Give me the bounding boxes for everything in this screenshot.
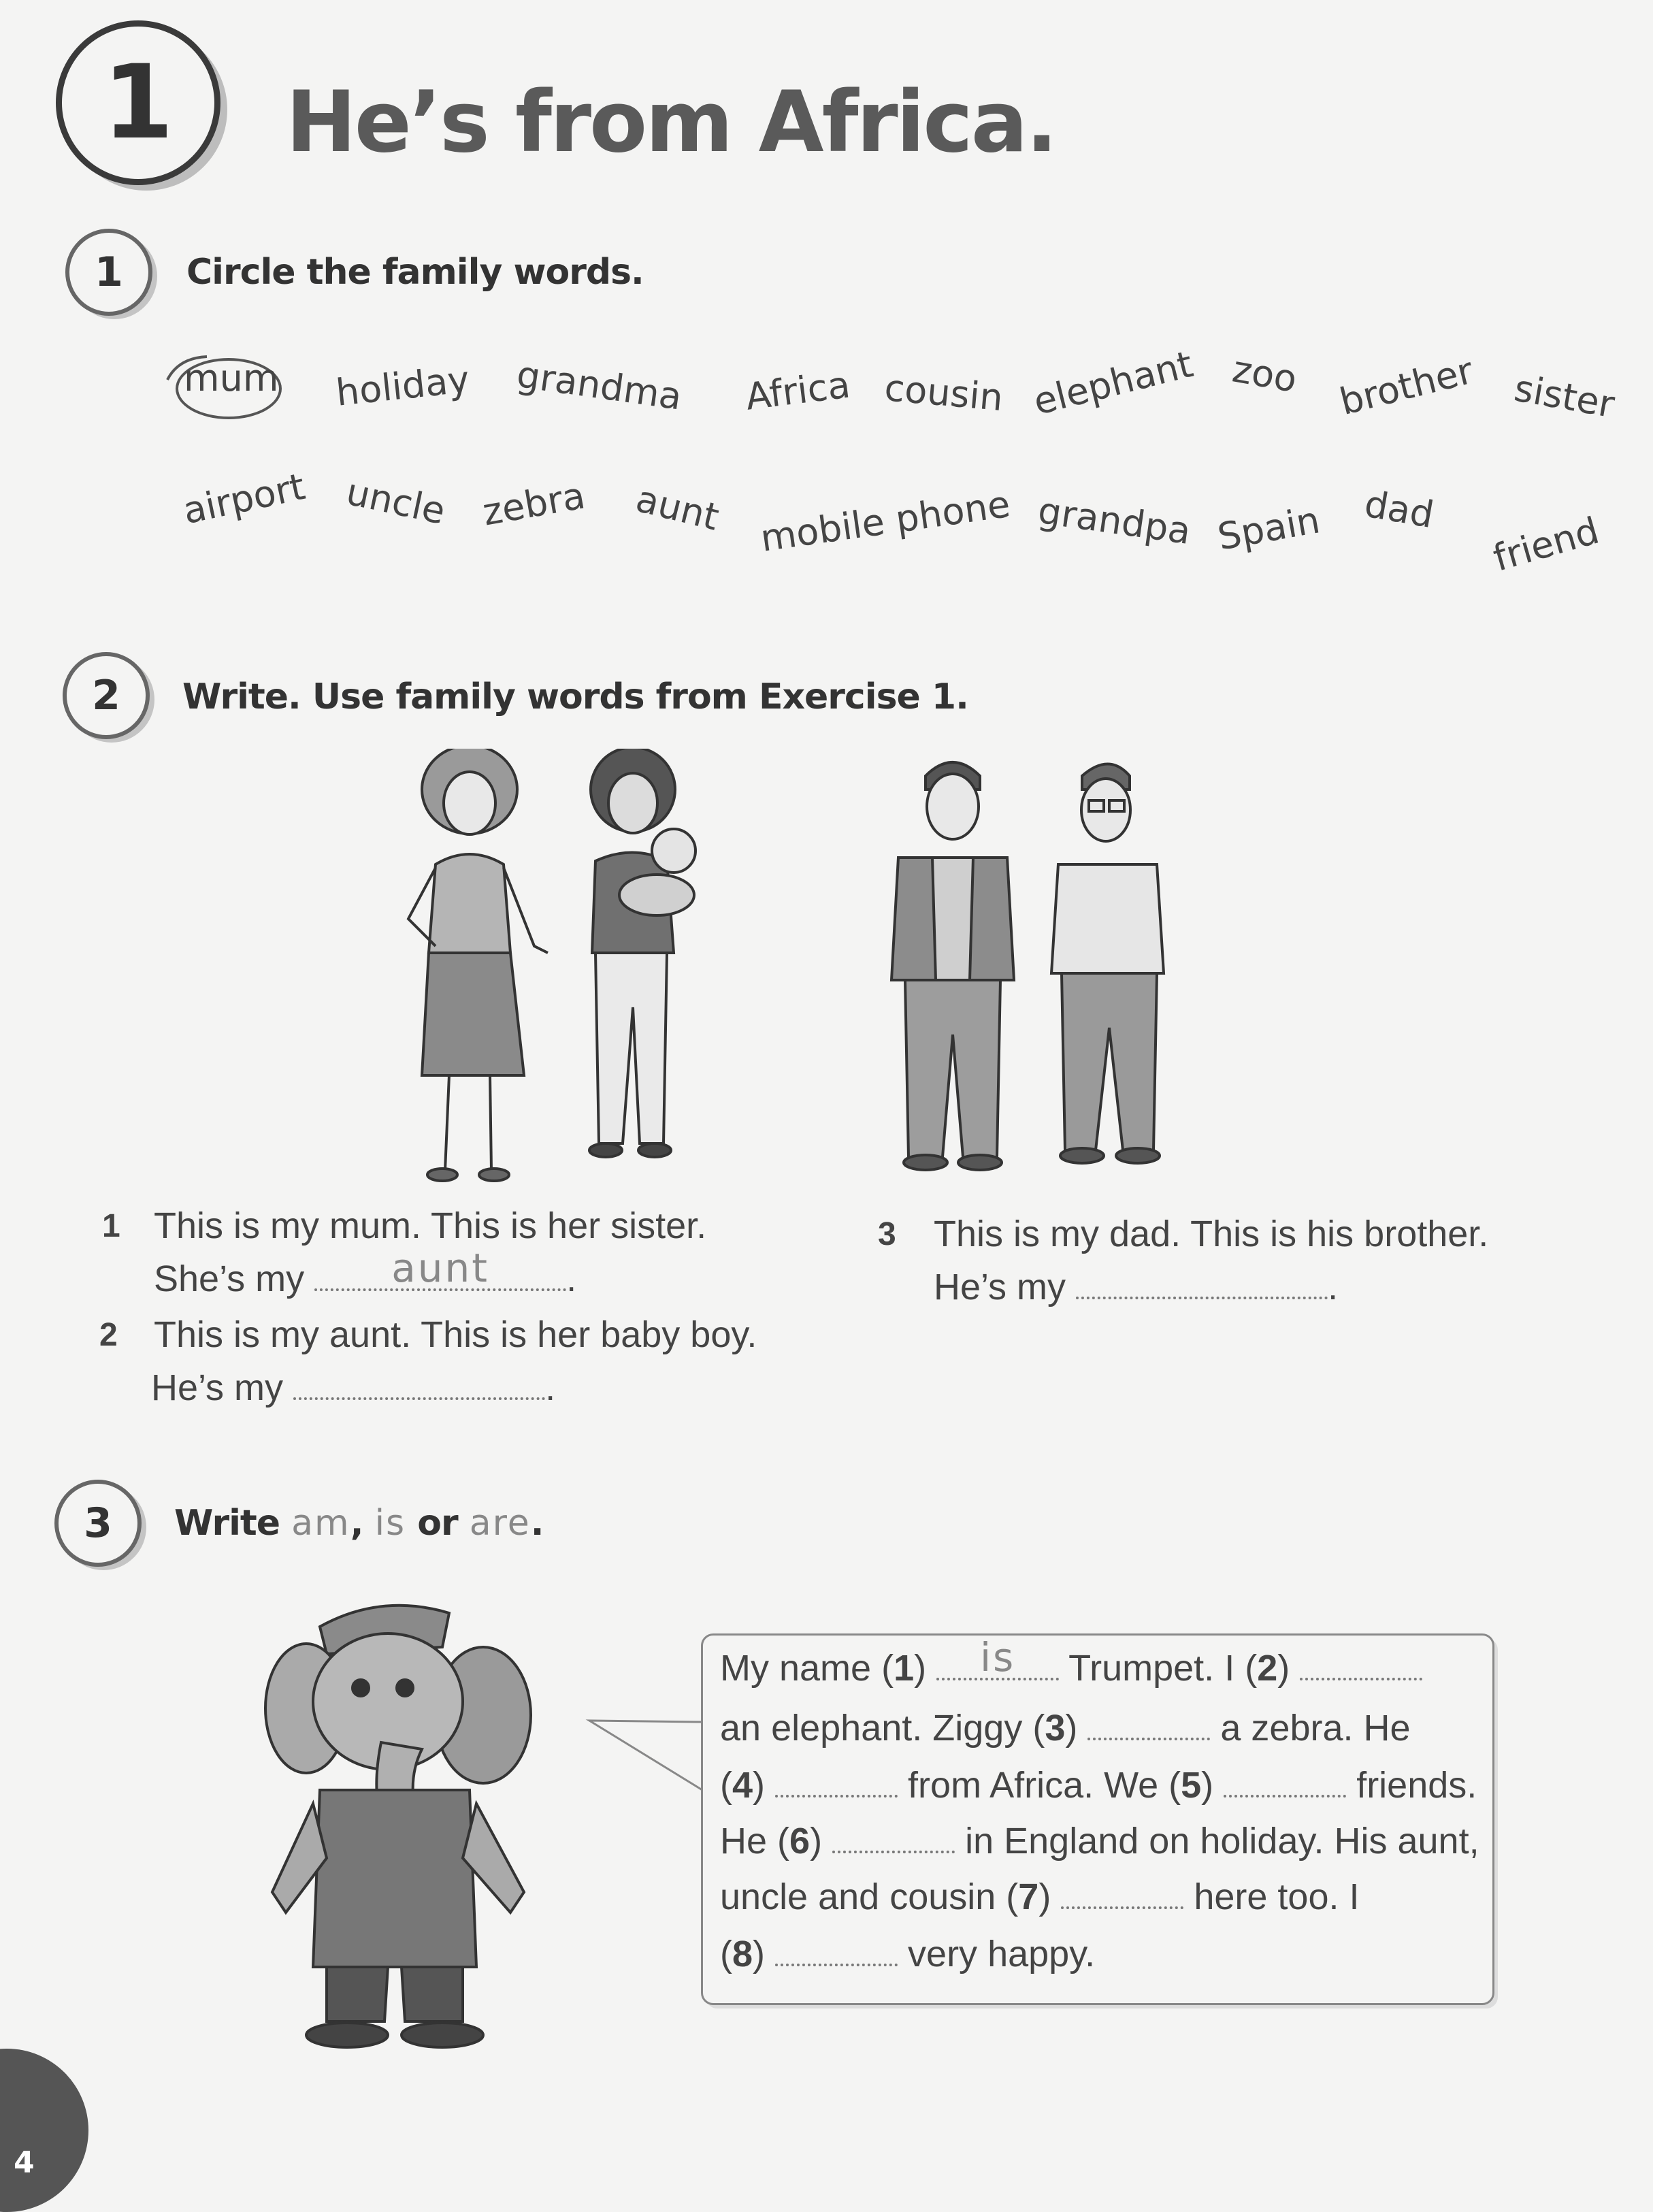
item-3-answer-blank[interactable] xyxy=(1076,1269,1328,1299)
word-zebra[interactable]: zebra xyxy=(479,474,589,534)
gap-number-2: 2 xyxy=(1257,1648,1278,1689)
word-friend[interactable]: friend xyxy=(1488,508,1604,580)
text-an-elephant: an elephant. Ziggy ( xyxy=(720,1708,1045,1749)
item-3-line2 xyxy=(934,1266,1338,1308)
word-mobile-phone[interactable]: mobile phone xyxy=(757,482,1013,560)
word-aunt[interactable]: aunt xyxy=(632,476,723,539)
word-spain[interactable]: Spain xyxy=(1214,498,1324,559)
exercise-2-badge xyxy=(63,652,150,739)
instruction-or: or xyxy=(417,1503,458,1544)
option-are: are xyxy=(469,1503,531,1544)
item-3-prefix: He’s my xyxy=(934,1267,1066,1307)
item-1-answer-blank[interactable] xyxy=(314,1245,566,1291)
word-airport[interactable]: airport xyxy=(179,465,309,533)
paren-close-8: ) xyxy=(753,1934,766,1974)
speech-line-4 xyxy=(720,1820,1479,1862)
text-here-too: here too. I xyxy=(1194,1876,1360,1917)
speech-line-6 xyxy=(720,1933,1095,1975)
gap-number-6: 6 xyxy=(789,1821,811,1861)
paren-open-8: ( xyxy=(720,1934,732,1974)
exercise-3-number: 3 xyxy=(84,1499,112,1547)
item-2-answer-blank[interactable] xyxy=(293,1370,545,1400)
exercise-1-number: 1 xyxy=(95,248,123,296)
page-number-tab xyxy=(0,2049,88,2212)
text-very-happy: very happy. xyxy=(908,1934,1096,1974)
item-1-number: 1 xyxy=(102,1208,120,1244)
gap-4-blank[interactable] xyxy=(775,1768,898,1798)
exercise-1-badge xyxy=(65,229,152,316)
instruction-write: Write xyxy=(174,1503,280,1544)
word-dad[interactable]: dad xyxy=(1361,482,1437,537)
item-2-prefix: He’s my xyxy=(151,1367,284,1408)
paren-close-2: ) xyxy=(1277,1648,1290,1689)
item-1-answer: aunt xyxy=(391,1245,490,1291)
item-2-line1: This is my aunt. This is her baby boy. xyxy=(154,1314,757,1355)
text-he: He ( xyxy=(720,1821,790,1861)
word-africa[interactable]: Africa xyxy=(743,363,853,419)
word-holiday[interactable]: holiday xyxy=(333,357,472,414)
paren-close-4: ) xyxy=(753,1765,766,1806)
exercise-3-badge xyxy=(54,1480,142,1567)
item-3-line1: This is my dad. This is his brother. xyxy=(934,1214,1489,1254)
speech-line-5 xyxy=(720,1876,1360,1918)
word-brother[interactable]: brother xyxy=(1335,348,1477,424)
gap-number-8: 8 xyxy=(732,1934,753,1974)
paren-open-4: ( xyxy=(720,1765,732,1806)
item-3-number: 3 xyxy=(878,1216,896,1252)
gap-5-blank[interactable] xyxy=(1224,1768,1346,1798)
word-grandma[interactable]: grandma xyxy=(514,353,685,419)
gap-1-blank[interactable] xyxy=(936,1634,1059,1680)
text-from-africa: from Africa. We ( xyxy=(908,1765,1181,1806)
paren-close-1: ) xyxy=(914,1648,927,1689)
unit-number-badge xyxy=(56,20,220,185)
option-is: is xyxy=(374,1503,406,1544)
text-friends: friends. xyxy=(1356,1765,1477,1806)
item-2-end: . xyxy=(545,1367,556,1408)
page-number: 4 xyxy=(14,2145,35,2180)
text-my-name: My name ( xyxy=(720,1648,894,1689)
item-1-prefix: She’s my xyxy=(154,1258,305,1299)
word-cousin[interactable]: cousin xyxy=(883,366,1005,420)
text-a-zebra: a zebra. He xyxy=(1220,1708,1411,1749)
exercise-2-number: 2 xyxy=(92,672,120,719)
speech-bubble-tail-icon xyxy=(585,1715,708,1797)
word-mum[interactable]: mum xyxy=(184,357,279,400)
word-elephant[interactable]: elephant xyxy=(1029,342,1197,424)
item-1-line1: This is my mum. This is her sister. xyxy=(154,1205,707,1246)
word-zoo[interactable]: zoo xyxy=(1229,347,1300,401)
mum-and-aunt-with-baby-illustration xyxy=(388,749,728,1191)
gap-8-blank[interactable] xyxy=(775,1936,898,1966)
gap-number-3: 3 xyxy=(1045,1708,1066,1749)
item-1-line2 xyxy=(154,1245,577,1300)
gap-number-1: 1 xyxy=(894,1648,915,1689)
gap-3-blank[interactable] xyxy=(1087,1710,1210,1740)
gap-1-answer: is xyxy=(979,1634,1016,1680)
paren-close-7: ) xyxy=(1038,1876,1051,1917)
text-trumpet-i: Trumpet. I ( xyxy=(1068,1648,1258,1689)
paren-close-6: ) xyxy=(810,1821,823,1861)
item-3-end: . xyxy=(1328,1267,1339,1307)
exercise-3-instruction xyxy=(174,1503,544,1544)
speech-line-3 xyxy=(720,1764,1477,1806)
trumpet-elephant-illustration xyxy=(259,1586,572,2062)
gap-2-blank[interactable] xyxy=(1300,1650,1422,1680)
unit-title: He’s from Africa. xyxy=(286,74,1056,172)
gap-6-blank[interactable] xyxy=(832,1823,955,1853)
item-2-number: 2 xyxy=(99,1317,118,1353)
paren-close-5: ) xyxy=(1201,1765,1214,1806)
option-am: am xyxy=(291,1503,350,1544)
word-grandpa[interactable]: grandpa xyxy=(1035,489,1194,553)
gap-number-7: 7 xyxy=(1018,1876,1039,1917)
dad-and-uncle-illustration xyxy=(878,749,1191,1191)
text-in-england: in England on holiday. His aunt, xyxy=(965,1821,1479,1861)
gap-7-blank[interactable] xyxy=(1061,1879,1183,1909)
word-uncle[interactable]: uncle xyxy=(342,470,449,533)
word-sister[interactable]: sister xyxy=(1511,366,1618,427)
exercise-2-instruction: Write. Use family words from Exercise 1. xyxy=(182,677,968,717)
speech-line-2 xyxy=(720,1707,1411,1749)
unit-number: 1 xyxy=(102,44,174,162)
gap-number-5: 5 xyxy=(1181,1765,1202,1806)
gap-number-4: 4 xyxy=(732,1765,753,1806)
text-uncle-and-cousin: uncle and cousin ( xyxy=(720,1876,1019,1917)
instruction-comma: , xyxy=(350,1503,363,1544)
exercise-1-instruction: Circle the family words. xyxy=(186,252,644,293)
item-2-line2 xyxy=(151,1367,555,1409)
speech-line-1 xyxy=(720,1634,1422,1689)
instruction-period: . xyxy=(530,1503,544,1544)
item-1-end: . xyxy=(566,1258,577,1299)
paren-close-3: ) xyxy=(1065,1708,1078,1749)
